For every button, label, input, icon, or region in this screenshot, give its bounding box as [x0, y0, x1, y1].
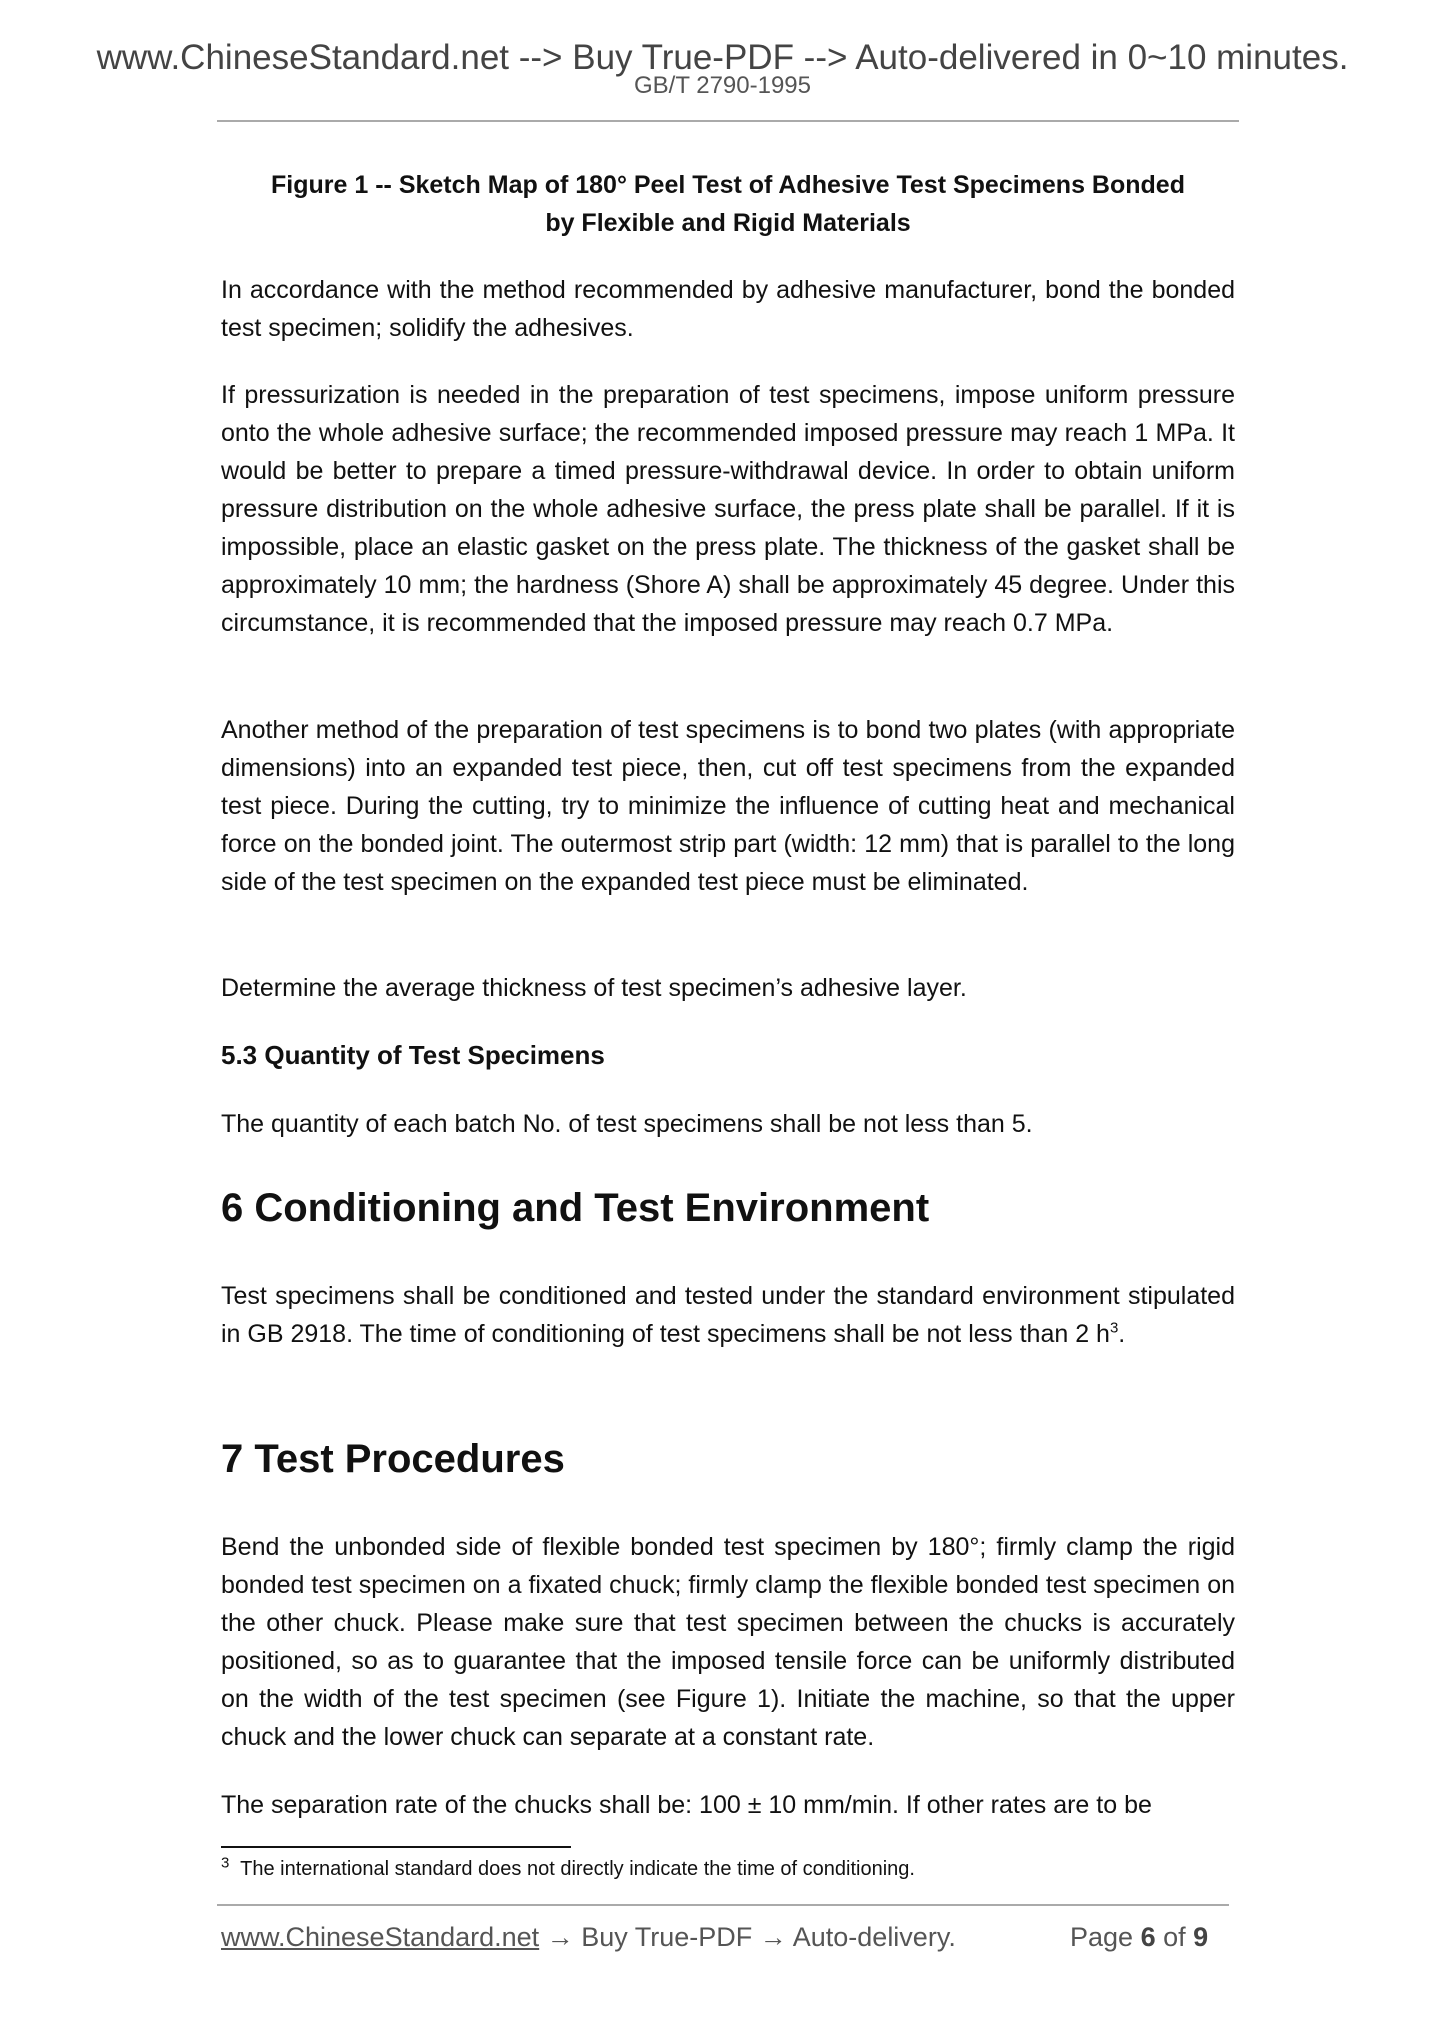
current-page: 6	[1140, 1922, 1156, 1952]
top-banner: www.ChineseStandard.net --> Buy True-PDF --> Auto-delivered in 0~10 minutes.	[96, 38, 1349, 77]
page-label: Page	[1070, 1922, 1141, 1952]
paragraph: The quantity of each batch No. of test specimens shall be not less than 5.	[221, 1110, 1033, 1138]
footer-promo-text: → Buy True-PDF → Auto-delivery.	[539, 1922, 956, 1952]
paragraph: Determine the average thickness of test specimen’s adhesive layer.	[221, 974, 967, 1002]
paragraph: Another method of the preparation of test specimens is to bond two plates (with appropriate dimensions) into an expanded test piece, then, cut off test specimens from the expanded test piece. During the cutting, try to minimize the influence of cutting heat and mechanical force on the bonded joint. The outermost strip part (width: 12 mm) that is parallel to the long side of the test specimen on the expanded test piece must be eliminated.	[221, 716, 1235, 896]
footer-divider	[217, 1904, 1229, 1906]
paragraph-text: Test specimens shall be conditioned and tested under the standard environment stipulated in GB 2918. The time of conditioning of test specimens shall be not less than 2 h	[221, 1282, 1235, 1348]
document-code: GB/T 2790-1995	[633, 72, 811, 99]
section-heading-5-3: 5.3 Quantity of Test Specimens	[221, 1040, 605, 1070]
figure-caption-line1: Figure 1 -- Sketch Map of 180° Peel Test of Adhesive Test Specimens Bonded	[271, 171, 1185, 199]
section-heading-7: 7 Test Procedures	[221, 1437, 565, 1481]
total-pages: 9	[1193, 1922, 1209, 1952]
footnote-mark: 3	[221, 1854, 230, 1872]
footnote-reference[interactable]: 3	[1109, 1319, 1119, 1337]
page-indicator	[1070, 1922, 1208, 1953]
paragraph: If pressurization is needed in the preparation of test specimens, impose uniform pressure onto the whole adhesive surface; the recommended imposed pressure may reach 1 MPa. It would be better to prepare a timed pressure-withdrawal device. In order to obtain uniform pressure distribution on the whole adhesive surface, the press plate shall be parallel. If it is impossible, place an elastic gasket on the press plate. The thickness of the gasket shall be approximately 10 mm; the hardness (Shore A) shall be approximately 45 degree. Under this circumstance, it is recommended that the imposed pressure may reach 0.7 MPa.	[221, 381, 1235, 637]
paragraph-end: .	[1118, 1320, 1126, 1348]
of-label: of	[1155, 1922, 1194, 1952]
paragraph: The separation rate of the chucks shall be: 100 ± 10 mm/min. If other rates are to be	[221, 1791, 1152, 1819]
paragraph: In accordance with the method recommended by adhesive manufacturer, bond the bonded test specimen; solidify the adhesives.	[221, 276, 1235, 342]
footnote	[221, 1854, 915, 1881]
footer-promo	[221, 1922, 956, 1953]
figure-caption-line2: by Flexible and Rigid Materials	[545, 209, 911, 237]
footnote-text: The international standard does not directly indicate the time of conditioning.	[240, 1858, 915, 1880]
paragraph: Bend the unbonded side of flexible bonded test specimen by 180°; firmly clamp the rigid bonded test specimen on a fixated chuck; firmly clamp the flexible bonded test specimen on the other chuck. Please make sure that test specimen between the chucks is accurately positioned, so as to guarantee that the imposed tensile force can be uniformly distributed on the width of the test specimen (see Figure 1). Initiate the machine, so that the upper chuck and the lower chuck can separate at a constant rate.	[221, 1533, 1235, 1751]
footer-site-link[interactable]: www.ChineseStandard.net	[221, 1922, 540, 1952]
footnote-separator	[221, 1846, 571, 1848]
section-heading-6: 6 Conditioning and Test Environment	[221, 1186, 930, 1230]
header-divider	[217, 120, 1239, 122]
paragraph	[221, 1277, 1235, 1353]
